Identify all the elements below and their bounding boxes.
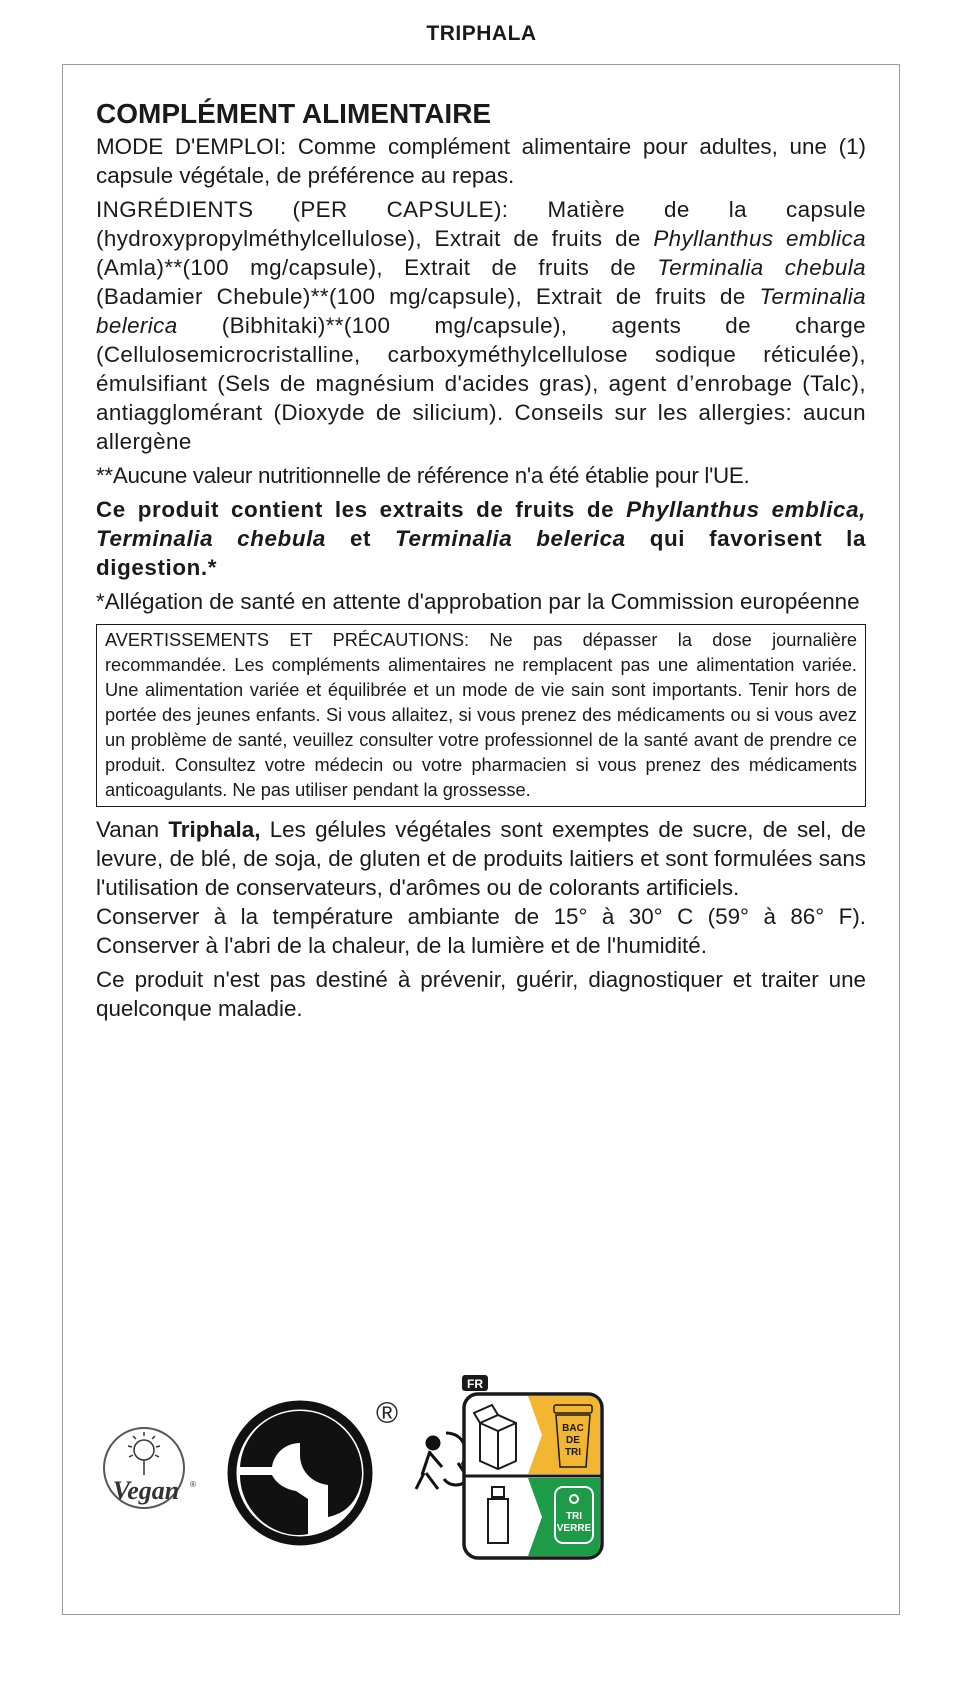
ingredients-part-3: (Badamier Chebule)**(100 mg/capsule), Extrait de fruits de	[96, 284, 760, 309]
health-claim	[96, 495, 866, 582]
free-from-text	[96, 815, 866, 902]
vegan-logo-icon	[104, 1428, 196, 1508]
ingredient-chebula: Terminalia chebula	[657, 255, 866, 280]
page-title: TRIPHALA	[426, 22, 537, 45]
verre-line-1: TRI	[565, 1511, 583, 1522]
claim-species-2: Terminalia belerica	[395, 526, 626, 551]
claim-part-2: et	[325, 526, 396, 551]
vegan-label: Vegan	[112, 1476, 180, 1505]
directions-text: MODE D'EMPLOI: Comme complément alimentaire pour adultes, une (1) capsule végétale, de préférence au repas.	[96, 134, 866, 188]
bac-line-2: DE	[566, 1435, 580, 1446]
storage-text: Conserver à la température ambiante de 15° à 30° C (59° à 86° F). Conserver à l'abri de la chaleur, de la lumière et de l'humidité.	[96, 904, 866, 958]
country-code: FR	[467, 1377, 483, 1391]
registered-mark: ®	[376, 1397, 399, 1430]
triman-icon	[416, 1433, 468, 1489]
claim-species-1: Phyllanthus emblica, Terminalia chebula	[96, 497, 866, 551]
ingredients-part-2: (Amla)**(100 mg/capsule), Extrait de fruits de	[96, 255, 658, 280]
reference-note: **Aucune valeur nutritionnelle de référence n'a été établie pour l'UE.	[96, 463, 750, 488]
ingredients-part-4: (Bibhitaki)**(100 mg/capsule), agents de charge (Cellulosemicrocristalline, carboxyméthylcellulose sodique réticulée), émulsifiant (Sels de magnésium d'acides gras), agent d’enrobage (Talc), antiagglomérant (Dioxyde de silicium). Conseils sur les allergies: aucun allergène	[96, 313, 866, 454]
ingredients-part-1: INGRÉDIENTS (PER CAPSULE): Matière de la capsule (hydroxypropylméthylcellulose), Extrait de fruits de	[96, 197, 866, 251]
product-name: Triphala,	[168, 817, 261, 842]
verre-line-2: VERRE	[556, 1523, 592, 1534]
label-content	[96, 96, 866, 1023]
brand-name: Vanan	[96, 817, 169, 842]
free-from-body: Les gélules végétales sont exemptes de sucre, de sel, de levure, de blé, de soja, de gluten et de produits laitiers et sont formulées sans l'utilisation de conservateurs, d'arômes ou de colorants artificiels.	[96, 817, 866, 900]
ingredients-text	[96, 195, 866, 456]
disclaimer-text: Ce produit n'est pas destiné à prévenir, guérir, diagnostiquer et traiter une quelconque maladie.	[96, 967, 866, 1021]
ingredient-phyllanthus: Phyllanthus emblica	[653, 226, 866, 251]
green-dot-icon	[232, 1405, 368, 1541]
glass-bottle-icon	[488, 1487, 508, 1543]
claim-part-3: qui favorisent la digestion.*	[96, 526, 866, 580]
logo-strip	[100, 1375, 660, 1565]
claim-part-1: Ce produit contient les extraits de fruits de	[96, 497, 627, 522]
svg-text:®: ®	[190, 1480, 196, 1489]
section-heading: COMPLÉMENT ALIMENTAIRE	[96, 98, 492, 129]
bac-line-1: BAC	[562, 1423, 584, 1434]
ingredient-belerica: Terminalia belerica	[96, 284, 866, 338]
warnings-box: AVERTISSEMENTS ET PRÉCAUTIONS: Ne pas dépasser la dose journalière recommandée. Les compléments alimentaires ne remplacent pas une alimentation variée. Une alimentation variée et équilibrée et un mode de vie sain sont importants. Tenir hors de portée des jeunes enfants. Si vous allaitez, si vous prenez des médicaments ou si vous avez un problème de santé, veuillez consulter votre professionnel de la santé avant de prendre ce produit. Consultez votre médecin ou votre pharmacien si vous prenez des médicaments anticoagulants. Ne pas utiliser pendant la grossesse.	[96, 624, 866, 807]
claim-footnote: *Allégation de santé en attente d'approbation par la Commission européenne	[96, 589, 860, 614]
info-tri-panel	[462, 1375, 602, 1558]
bac-line-3: TRI	[564, 1447, 582, 1458]
